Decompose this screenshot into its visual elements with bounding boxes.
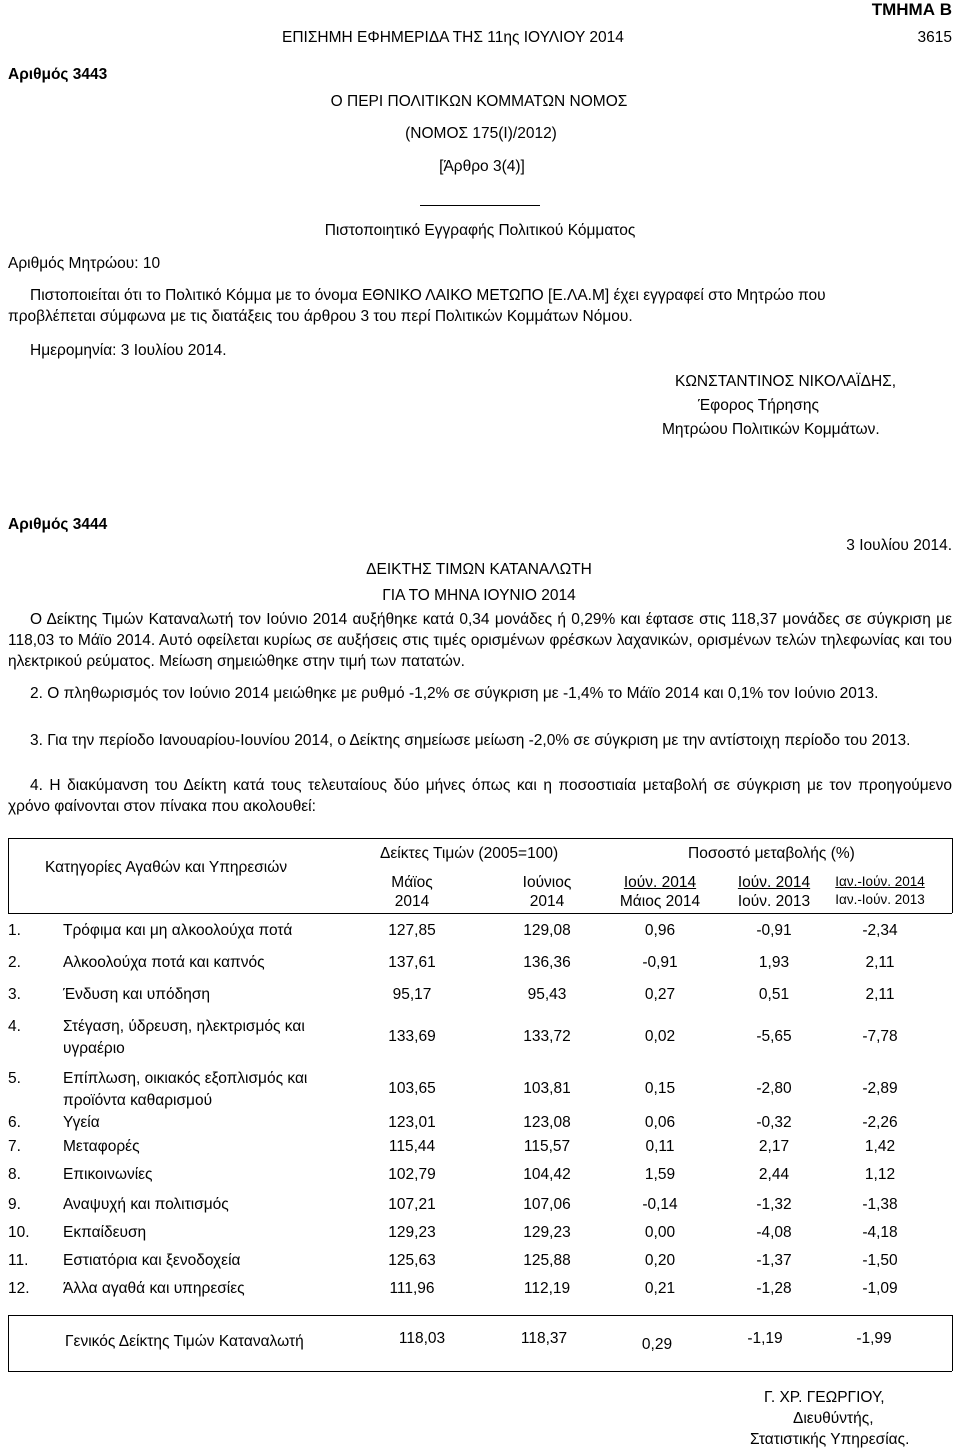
row-category-continued: προϊόντα καθαρισμού bbox=[63, 1092, 213, 1109]
cell-change-month: 0,27 bbox=[644, 986, 676, 1003]
row-number: 3. bbox=[8, 986, 21, 1003]
cell-may-index: 133,69 bbox=[388, 1028, 436, 1045]
row-category: Επικοινωνίες bbox=[63, 1166, 153, 1183]
subheader-change-year-base: Ιούν. 2013 bbox=[737, 893, 811, 910]
cell-change-period: -1,38 bbox=[862, 1196, 898, 1213]
total-change-month: 0,29 bbox=[641, 1336, 673, 1353]
row-number: 9. bbox=[8, 1196, 21, 1213]
row-category: Άλλα αγαθά και υπηρεσίες bbox=[63, 1280, 245, 1297]
article-reference: [Άρθρο 3(4)] bbox=[439, 158, 525, 175]
header-index-group: Δείκτες Τιμών (2005=100) bbox=[380, 845, 559, 862]
certificate-body-line-1: Πιστοποιείται ότι το Πολιτικό Κόμμα με το όνομα ΕΘΝΙΚΟ ΛΑΙΚΟ ΜΕΤΩΠΟ [Ε.ΛΑ.Μ] έχει εγγραφεί στο Μητρώο που bbox=[30, 287, 826, 304]
cell-june-index: 136,36 bbox=[523, 954, 571, 971]
notice-date: 3 Ιουλίου 2014. bbox=[846, 537, 952, 554]
cell-change-period: 2,11 bbox=[865, 954, 895, 971]
cell-change-year: -1,37 bbox=[756, 1252, 792, 1269]
total-change-period: -1,99 bbox=[856, 1330, 892, 1347]
row-number: 7. bbox=[8, 1138, 21, 1155]
cell-may-index: 123,01 bbox=[388, 1114, 436, 1131]
cell-june-index: 104,42 bbox=[523, 1166, 571, 1183]
cell-june-index: 129,08 bbox=[523, 922, 571, 939]
cell-change-year: 1,93 bbox=[758, 954, 790, 971]
cell-change-period: 2,11 bbox=[865, 986, 895, 1003]
row-number: 11. bbox=[8, 1252, 29, 1269]
total-change-year: -1,19 bbox=[747, 1330, 783, 1347]
table-right-border bbox=[952, 1315, 953, 1371]
row-number: 8. bbox=[8, 1166, 21, 1183]
subheader-change-period-base: Ιαν.-Ιούν. 2013 bbox=[835, 892, 925, 907]
subheader-june-year: 2014 bbox=[529, 893, 565, 910]
paragraph-4: 4. Η διακύμανση του Δείκτη κατά τους τελευταίους δύο μήνες όπως και η ποσοστιαία μεταβολή σε σύγκριση με τον προηγούμενο χρόνο φαίνονται στον πίνακα που ακολουθεί: bbox=[8, 777, 952, 815]
cell-change-period: -2,34 bbox=[862, 922, 898, 939]
total-may: 118,03 bbox=[398, 1330, 446, 1347]
row-category: Εστιατόρια και ξενοδοχεία bbox=[63, 1252, 241, 1269]
row-number: 10. bbox=[8, 1224, 30, 1241]
cell-change-year: 2,17 bbox=[758, 1138, 790, 1155]
table-top-border bbox=[8, 838, 952, 839]
cell-change-period: -7,78 bbox=[862, 1028, 898, 1045]
cell-change-month: 0,00 bbox=[644, 1224, 676, 1241]
subheader-june: Ιούνιος bbox=[522, 874, 572, 891]
cell-change-year: -0,32 bbox=[756, 1114, 792, 1131]
law-reference: (ΝΟΜΟΣ 175(Ι)/2012) bbox=[405, 125, 557, 142]
cpi-subtitle: ΓΙΑ ΤΟ ΜΗΝΑ ΙΟΥΝΙΟ 2014 bbox=[382, 587, 576, 604]
cell-change-year: 2,44 bbox=[758, 1166, 790, 1183]
cell-change-period: -2,26 bbox=[862, 1114, 898, 1131]
cell-change-period: 1,42 bbox=[864, 1138, 896, 1155]
cell-june-index: 133,72 bbox=[523, 1028, 571, 1045]
section-label: ΤΜΗΜΑ Β bbox=[871, 0, 952, 19]
cell-change-month: 0,02 bbox=[644, 1028, 676, 1045]
cell-change-year: -1,32 bbox=[756, 1196, 792, 1213]
gazette-title: ΕΠΙΣΗΜΗ ΕΦΗΜΕΡΙΔΑ ΤΗΣ 11ης ΙΟΥΛΙΟΥ 2014 bbox=[282, 29, 624, 46]
cell-change-month: 1,59 bbox=[644, 1166, 676, 1183]
row-category: Αναψυχή και πολιτισμός bbox=[63, 1196, 229, 1213]
cell-june-index: 115,57 bbox=[523, 1138, 571, 1155]
cell-june-index: 112,19 bbox=[523, 1280, 571, 1297]
signatory-name: ΚΩΝΣΤΑΝΤΙΝΟΣ ΝΙΚΟΛΑΪΔΗΣ, bbox=[675, 373, 897, 390]
table-rows-bottom-border bbox=[8, 1315, 952, 1316]
table-left-border bbox=[8, 1315, 9, 1371]
cell-change-year: -2,80 bbox=[756, 1080, 792, 1097]
certificate-date: Ημερομηνία: 3 Ιουλίου 2014. bbox=[30, 342, 227, 359]
page-number: 3615 bbox=[917, 29, 952, 46]
header-change-group: Ποσοστό μεταβολής (%) bbox=[688, 845, 855, 862]
cell-june-index: 123,08 bbox=[523, 1114, 571, 1131]
notice-number: Αριθμός 3443 bbox=[8, 66, 108, 83]
subheader-may: Μάϊος bbox=[391, 874, 433, 891]
cell-change-year: -4,08 bbox=[756, 1224, 792, 1241]
cpi-title: ΔΕΙΚΤΗΣ ΤΙΜΩΝ ΚΑΤΑΝΑΛΩΤΗ bbox=[366, 561, 592, 578]
cell-may-index: 137,61 bbox=[388, 954, 436, 971]
subheader-may-year: 2014 bbox=[394, 893, 430, 910]
law-title: Ο ΠΕΡΙ ΠΟΛΙΤΙΚΩΝ ΚΟΜΜΑΤΩΝ ΝΟΜΟΣ bbox=[330, 93, 628, 110]
signatory-office: Μητρώου Πολιτικών Κομμάτων. bbox=[662, 421, 880, 438]
cell-change-year: -5,65 bbox=[756, 1028, 792, 1045]
cell-change-month: -0,91 bbox=[642, 954, 678, 971]
notice-number: Αριθμός 3444 bbox=[8, 516, 108, 533]
cell-may-index: 129,23 bbox=[388, 1224, 436, 1241]
subheader-change-month-base: Μάιος 2014 bbox=[619, 893, 701, 910]
cell-june-index: 107,06 bbox=[523, 1196, 571, 1213]
cell-change-year: -1,28 bbox=[756, 1280, 792, 1297]
header-categories: Κατηγορίες Αγαθών και Υπηρεσιών bbox=[45, 859, 288, 876]
cell-may-index: 115,44 bbox=[388, 1138, 436, 1155]
director-role: Διευθύντής, bbox=[793, 1410, 874, 1427]
cell-may-index: 107,21 bbox=[388, 1196, 436, 1213]
cell-change-period: 1,12 bbox=[864, 1166, 896, 1183]
director-office: Στατιστικής Υπηρεσίας. bbox=[750, 1431, 910, 1448]
cell-june-index: 125,88 bbox=[523, 1252, 571, 1269]
cell-change-month: 0,20 bbox=[644, 1252, 676, 1269]
row-category: Επίπλωση, οικιακός εξοπλισμός και bbox=[63, 1070, 308, 1087]
director-name: Γ. ΧΡ. ΓΕΩΡΓΙΟΥ, bbox=[764, 1389, 885, 1406]
row-category-continued: υγραέριο bbox=[63, 1040, 125, 1057]
cell-change-month: 0,21 bbox=[644, 1280, 676, 1297]
row-number: 6. bbox=[8, 1114, 21, 1131]
row-category: Εκπαίδευση bbox=[63, 1224, 147, 1241]
table-left-border bbox=[8, 838, 9, 913]
cell-change-period: -2,89 bbox=[862, 1080, 898, 1097]
cell-change-month: 0,11 bbox=[645, 1138, 675, 1155]
table-header-bottom-border bbox=[8, 913, 952, 914]
row-category: Μεταφορές bbox=[63, 1138, 140, 1155]
cell-change-month: 0,06 bbox=[644, 1114, 676, 1131]
cell-june-index: 95,43 bbox=[527, 986, 567, 1003]
row-number: 2. bbox=[8, 954, 21, 971]
cell-change-year: 0,51 bbox=[758, 986, 790, 1003]
cell-change-year: -0,91 bbox=[756, 922, 792, 939]
row-category: Ένδυση και υπόδηση bbox=[63, 986, 211, 1003]
cell-june-index: 103,81 bbox=[523, 1080, 571, 1097]
subheader-change-period: Ιαν.-Ιούν. 2014 bbox=[835, 874, 925, 889]
cell-may-index: 125,63 bbox=[388, 1252, 436, 1269]
cell-june-index: 129,23 bbox=[523, 1224, 571, 1241]
total-row-label: Γενικός Δείκτης Τιμών Καταναλωτή bbox=[65, 1333, 304, 1350]
signatory-role: Έφορος Τήρησης bbox=[698, 397, 819, 414]
cell-may-index: 102,79 bbox=[388, 1166, 436, 1183]
cell-change-period: -1,09 bbox=[862, 1280, 898, 1297]
total-june: 118,37 bbox=[520, 1330, 568, 1347]
certificate-body-line-2: προβλέπεται σύμφωνα με τις διατάξεις του άρθρου 3 του περί Πολιτικών Κομμάτων Νόμου. bbox=[8, 308, 633, 325]
row-category: Αλκοολούχα ποτά και καπνός bbox=[63, 954, 265, 971]
separator-line bbox=[420, 205, 540, 206]
row-category: Τρόφιμα και μη αλκοολούχα ποτά bbox=[63, 922, 293, 939]
certificate-title: Πιστοποιητικό Εγγραφής Πολιτικού Κόμματος bbox=[324, 222, 636, 239]
table-right-border bbox=[952, 838, 953, 913]
cell-change-period: -1,50 bbox=[862, 1252, 898, 1269]
paragraph-2: 2. Ο πληθωρισμός τον Ιούνιο 2014 μειώθηκε με ρυθμό -1,2% σε σύγκριση με -1,4% το Μάϊο 2014 και 0,1% τον Ιούνιο 2013. bbox=[30, 685, 879, 702]
table-bottom-border bbox=[8, 1371, 952, 1372]
row-category: Στέγαση, ύδρευση, ηλεκτρισμός και bbox=[63, 1018, 305, 1035]
cell-change-month: 0,96 bbox=[644, 922, 676, 939]
row-number: 12. bbox=[8, 1280, 30, 1297]
subheader-change-year: Ιούν. 2014 bbox=[737, 874, 811, 891]
cell-may-index: 103,65 bbox=[388, 1080, 436, 1097]
cell-change-month: 0,15 bbox=[644, 1080, 676, 1097]
subheader-change-month: Ιούν. 2014 bbox=[623, 874, 697, 891]
row-category: Υγεία bbox=[63, 1114, 100, 1131]
cell-change-month: -0,14 bbox=[642, 1196, 678, 1213]
cell-may-index: 95,17 bbox=[392, 986, 432, 1003]
paragraph-3: 3. Για την περίοδο Ιανουαρίου-Ιουνίου 2014, ο Δείκτης σημείωσε μείωση -2,0% σε σύγκριση με την αντίστοιχη περίοδο του 2013. bbox=[30, 732, 911, 749]
row-number: 4. bbox=[8, 1018, 21, 1035]
row-number: 5. bbox=[8, 1070, 21, 1087]
cell-may-index: 127,85 bbox=[388, 922, 436, 939]
paragraph-1: Ο Δείκτης Τιμών Καταναλωτή τον Ιούνιο 2014 αυξήθηκε κατά 0,34 μονάδες ή 0,29% και έφτασε στις 118,37 μονάδες σε σύγκριση με 118,03 το Μάϊο 2014. Αυτό οφείλεται κυρίως σε αυξήσεις στις τιμές ορισμένων φρέσκων λαχανικών, ορισμένων τελών τηλεφωνίας και του ηλεκτρικού ρεύματος. Μείωση σημειώθηκε στην τιμή των πατατών. bbox=[8, 611, 952, 670]
row-number: 1. bbox=[8, 922, 21, 939]
registry-number: Αριθμός Μητρώου: 10 bbox=[8, 255, 161, 272]
cell-change-period: -4,18 bbox=[862, 1224, 898, 1241]
cell-may-index: 111,96 bbox=[389, 1280, 435, 1297]
